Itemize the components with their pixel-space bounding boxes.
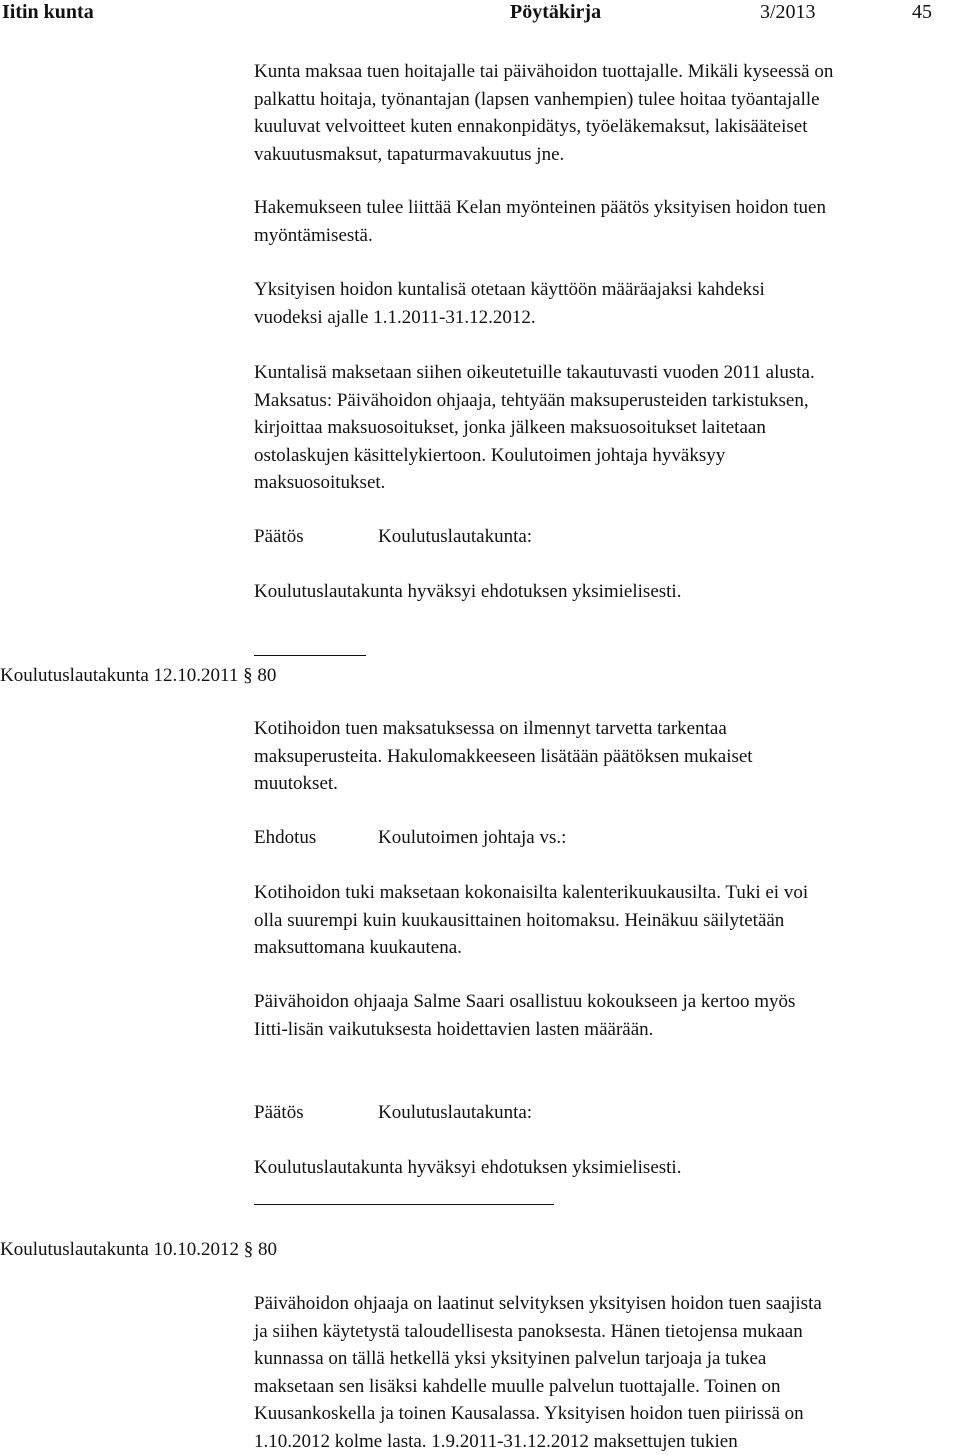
- text-line: Kunta maksaa tuen hoitajalle tai päivähoidon tuottajalle. Mikäli kyseessä on: [254, 58, 833, 86]
- decision-text: Koulutuslautakunta hyväksyi ehdotuksen yksimielisesti.: [254, 578, 681, 606]
- decision-body: Koulutuslautakunta:: [378, 523, 532, 550]
- text-line: Maksatus: Päivähoidon ohjaaja, tehtyään maksuperusteiden tarkistuksen,: [254, 387, 815, 415]
- decision-label: Päätös: [254, 523, 304, 550]
- text-line: olla suurempi kuin kuukausittainen hoitomaksu. Heinäkuu säilytetään: [254, 907, 808, 935]
- paragraph: [254, 276, 765, 331]
- text-line: ostolaskujen käsittelykiertoon. Koulutoimen johtaja hyväksyy: [254, 442, 815, 470]
- text-line: Kuusankoskella ja toinen Kausalassa. Yksityisen hoidon tuen piirissä on: [254, 1400, 822, 1428]
- text-line: Yksityisen hoidon kuntalisä otetaan käyttöön määräajaksi kahdeksi: [254, 276, 765, 304]
- text-line: palkattu hoitaja, työnantajan (lapsen vanhempien) tulee hoitaa työantajalle: [254, 86, 833, 114]
- separator-line: [254, 1204, 554, 1205]
- text-line: Kuntalisä maksetaan siihen oikeutetuille takautuvasti vuoden 2011 alusta.: [254, 359, 815, 387]
- text-line: Päivähoidon ohjaaja Salme Saari osallistuu kokoukseen ja kertoo myös: [254, 988, 795, 1016]
- text-line: maksetaan sen lisäksi kahdelle muulle palvelun tuottajalle. Toinen on: [254, 1373, 822, 1401]
- decision-body: Koulutuslautakunta:: [378, 1099, 532, 1126]
- decision-label: Päätös: [254, 1099, 304, 1126]
- meeting-reference: Koulutuslautakunta 12.10.2011 § 80: [0, 662, 276, 689]
- paragraph: [254, 988, 795, 1043]
- text-line: Iitti-lisän vaikutuksesta hoidettavien lasten määrään.: [254, 1016, 795, 1044]
- paragraph: [254, 715, 753, 798]
- proposal-label: Ehdotus: [254, 824, 316, 851]
- text-line: kirjoittaa maksuosoitukset, jonka jälkeen maksuosoitukset laitetaan: [254, 414, 815, 442]
- document-number: 3/2013: [760, 0, 816, 24]
- paragraph: [254, 359, 815, 497]
- text-line: maksuperusteita. Hakulomakkeeseen lisätään päätöksen mukaiset: [254, 743, 753, 771]
- municipality-name: Iitin kunta: [2, 0, 94, 24]
- proposal-by: Koulutoimen johtaja vs.:: [378, 824, 566, 851]
- text-line: maksuttomana kuukautena.: [254, 934, 808, 962]
- page-number: 45: [912, 0, 932, 24]
- text-line: Hakemukseen tulee liittää Kelan myönteinen päätös yksityisen hoidon tuen: [254, 194, 826, 222]
- separator-line: [254, 655, 366, 656]
- document-type: Pöytäkirja: [510, 0, 601, 24]
- paragraph: [254, 1290, 822, 1455]
- paragraph: [254, 58, 833, 168]
- text-line: Päivähoidon ohjaaja on laatinut selvityksen yksityisen hoidon tuen saajista: [254, 1290, 822, 1318]
- text-line: 1.10.2012 kolme lasta. 1.9.2011-31.12.2012 maksettujen tukien: [254, 1428, 822, 1455]
- paragraph: [254, 879, 808, 962]
- text-line: Kotihoidon tuki maksetaan kokonaisilta kalenterikuukausilta. Tuki ei voi: [254, 879, 808, 907]
- decision-text: Koulutuslautakunta hyväksyi ehdotuksen yksimielisesti.: [254, 1154, 681, 1182]
- text-line: Kotihoidon tuen maksatuksessa on ilmennyt tarvetta tarkentaa: [254, 715, 753, 743]
- text-line: vuodeksi ajalle 1.1.2011-31.12.2012.: [254, 304, 765, 332]
- text-line: kunnassa on tällä hetkellä yksi yksityinen palvelun tarjoaja ja tukea: [254, 1345, 822, 1373]
- text-line: myöntämisestä.: [254, 222, 826, 250]
- text-line: muutokset.: [254, 770, 753, 798]
- text-line: kuuluvat velvoitteet kuten ennakonpidätys, työeläkemaksut, lakisääteiset: [254, 113, 833, 141]
- text-line: ja siihen käytetystä taloudellisesta panoksesta. Hänen tietojensa mukaan: [254, 1318, 822, 1346]
- meeting-reference: Koulutuslautakunta 10.10.2012 § 80: [0, 1236, 277, 1263]
- text-line: vakuutusmaksut, tapaturmavakuutus jne.: [254, 141, 833, 169]
- paragraph: [254, 194, 826, 249]
- text-line: maksuosoitukset.: [254, 469, 815, 497]
